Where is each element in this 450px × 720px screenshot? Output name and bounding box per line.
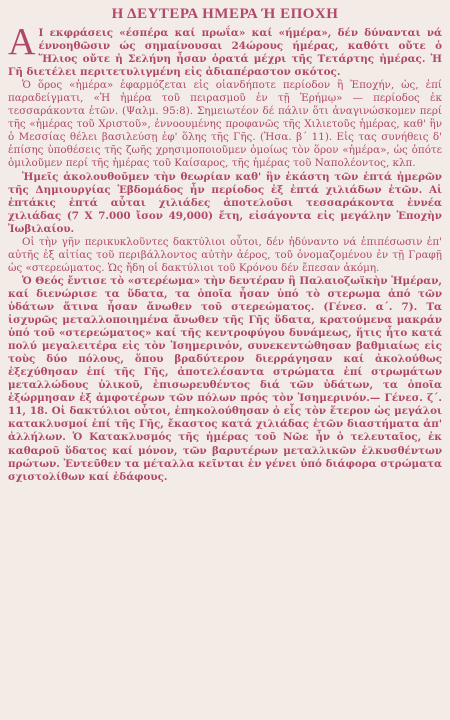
paragraph-2: Ὁ ὅρος «ἡμέρα» ἐφαρμόζεται εἰς οἱανδήποτε περίοδον ἢ Ἐποχήν, ὡς, ἐπί παραδείγματι, «Ἡ ἡμέρα τοῦ πειρασμοῦ ἐν τῇ Ἐρήμῳ» — περίοδος ἐκ τεσσαράκοντα ἐτῶν. (Ψαλμ. 95:8). Σημειωτέον δέ πάλιν ὅτι ἀναγινώσκομεν περί τῆς «ἡμέρας τοῦ Χριστοῦ», ἐννοουμένης προφανῶς τῆς Χιλιετοῦς ἡμέρας, καθ' ἣν ὁ Μεσσίας θέλει βασιλεύσῃ ἐφ' ὅλης τῆς Γῆς. (Ἠσα. β΄ 11). Εἰς τας συνήθεις δ' ἐπίσης ὑποθέσεις τῆς ζωῆς χρησιμοποιοῦμεν ὁμοίως τὸν ὅρον «ἡμέρα», ὡς ὁπότε ὁμιλοῦμεν περί τῆς ἡμέρας τοῦ Καίσαρος, τῆς ἡμέρας τοῦ Ναπολέοντος, κλπ.: [8, 79, 442, 170]
paragraph-1-text: Ι εκφράσεις «έσπέρα καί πρωΐα» καί «ήμέρα», δέν δύνανται νά έννοηθῶσιν ώς σημαίνουσαι 24ώρους ήμέρας, καθότι οὔτε ὁ Ἥλιος οὔτε ἡ Σελήνη ἦσαν ὁρατά μέχρι τῆς Τετάρτης ἡμέρας. Ἡ Γῆ διετέλει περιτετυλιγμένη εἰς ἀδιαπέραστον σκότος.: [8, 27, 442, 79]
paragraph-3: Ἡμεῖς ἀκολουθοῦμεν τὴν θεωρίαν καθ' ἣν ἑκάστη τῶν ἑπτά ἡμερῶν τῆς Δημιουργίας Ἑβδομάδος ἦν περίοδος ἐξ ἑπτά χιλιάδων ἐτῶν. Αἱ ἑπτάκις ἑπτά αὗται χιλιάδες ἀποτελοῦσι τεσσαράκοντα ἐννέα χιλιάδας (7 Χ 7.000 ἴσον 49,000) ἔτη, εἰσάγοντα εἰς μεγάλην Ἐποχὴν Ἰωβιλαίου.: [8, 170, 442, 235]
paragraph-5: Ὁ Θεός ἔντισε τὸ «στερέωμα» τὴν δευτέραν ἢ Παλαιοζωϊκὴν Ἡμέραν, καί διενώρισε τα ὕδατα, τα ὁποῖα ἦσαν ὑπό τὸ στερωμα ἀπό τῶν ὑδάτων ἅτινα ἦσαν ἄνωθεν τοῦ στερεώματος. (Γένεσ. α΄. 7). Τα ἰσχυρῶς μεταλλοποιημένα ἄνωθεν τῆς Γῆς ὕδατα, κρατούμενα μακράν ὑπό τοῦ «στερεώματος» καί τῆς κεντροφύγου δυνάμεως, ἥτις ἦτο κατά πολύ μεγαλειτέρα εἰς τὸν Ἰσημερινόν, συνεκεντώθησαν βαθμιαίως εἰς τοὺς δύο πόλους, ὅπου βραδύτερον διερράγησαν καί ἀκολούθως ἐξεχύθησαν ἐπί τῆς Γῆς, ἀποτελέσαντα στρώματα ἐπί στρωμάτων μεταλλώδους ὑλικοῦ, ἐπισωρευθέντος διά τῶν ὑδάτων, τα ὁποῖα ἐξώρμησαν ἐξ ἀμφοτέρων τῶν πόλων πρός τὸν Ἰσημερινόν.— Γένεσ. ζ΄. 11, 18. Οἱ δακτύλιοι οὗτοι, ἐπηκολούθησαν ὁ εἷς τὸν ἕτερον ὡς μεγάλοι κατακλυσμοί ἐπί τῆς Γῆς, ἔκαστος κατά χιλιάδας ἐτῶν διαστήματα ἀπ' ἀλλήλων. Ὁ Κατακλυσμός τῆς ἡμέρας τοῦ Νῶε ἦν ὁ τελευταῖος, ἐκ καθαροῦ ὕδατος καί μόνον, τῶν βαρυτέρων μεταλλικῶν ἐλκυσθέντων πρώτων. Ἐντεῦθεν τα μέταλλα κεῖνται ἐν γένει ὑπό διάφορα στρώματα σχιστολίθων καί ἐδάφους.: [8, 274, 443, 483]
paragraph-1: [8, 21, 442, 79]
drop-cap: Α: [8, 21, 36, 63]
paragraph-4: Οἱ τὴν γῆν περικυκλοῦντες δακτύλιοι οὗτοι, δέν ἠδύναντο νά ἐπιπέσωσιν ἐπ' αὐτῆς ἐξ αἰτίας τοῦ περιβάλλοντος αὐτὴν ἀέρος, τοῦ ὀνομαζομένου ἐν τῇ Γραφῇ ὡς «στερεώματος. Ὡς ἤδη οἱ δακτύλιοι τοῦ Κρόνου δέν ἔπεσαν ἀκόμη.: [8, 235, 442, 274]
page-title: Η ΔΕΥΤΕΡΑ ΗΜΕΡΑ Ή ΕΠΟΧΗ: [111, 6, 339, 22]
